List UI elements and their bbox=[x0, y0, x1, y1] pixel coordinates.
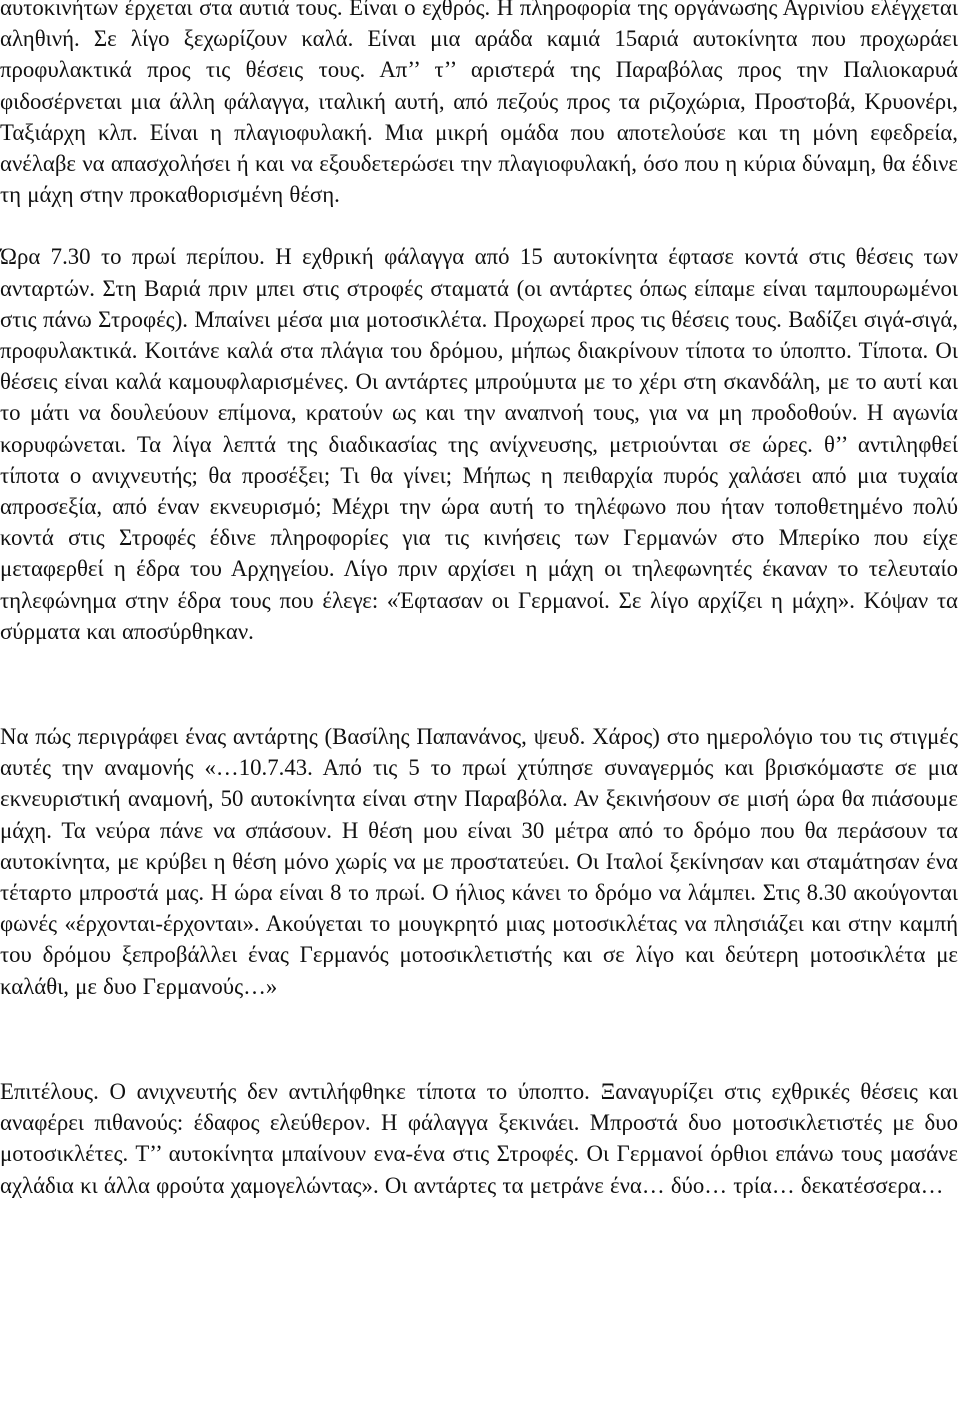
paragraph-2: Ώρα 7.30 το πρωί περίπου. Η εχθρική φάλαγγα από 15 αυτοκίνητα έφτασε κοντά στις θέσεις των ανταρτών. Στη Βαριά πριν μπει στις στροφές σταματά (οι αντάρτες όπως είπαμε είναι ταμπουρωμένοι στις πάνω Στροφές). Μπαίνει μέσα μια μοτοσικλέτα. Προχωρεί προς τις θέσεις τους. Βαδίζει σιγά-σιγά, προφυλακτικά. Κοιτάνε καλά στα πλάγια του δρόμου, μήπως διακρίνουν τίποτα το ύποπτο. Τίποτα. Οι θέσεις είναι καλά καμουφλαρισμένες. Οι αντάρτες μπρούμυτα με το χέρι στη σκανδάλη, με το αυτί και το μάτι να δουλεύουν επίμονα, κρατούν ως και την αναπνοή τους, για να μη προδοθούν. Η αγωνία κορυφώνεται. Τα λίγα λεπτά της διαδικασίας της ανίχνευσης, μετριούνται σε ώρες. θ’’ αντιληφθεί τίποτα ο ανιχνευτής; θα προσέξει; Τι θα γίνει; Μήπως η πειθαρχία πυρός χαλάσει από μια τυχαία απροσεξία, από έναν εκνευρισμό; Μέχρι την ώρα αυτή το τηλέφωνο που ήταν τοποθετημένο πολύ κοντά στις Στροφές έδινε πληροφορίες για τις κινήσεις των Γερμανών στο Μπερίκο που είχε μεταφερθεί η έδρα του Αρχηγείου. Λίγο πριν αρχίσει η μάχη οι τηλεφωνητές έκαναν το τελευταίο τηλεφώνημα στην έδρα τους που έλεγε: «Έφτασαν οι Γερμανοί. Σε λίγο αρχίζει η μάχη». Κόψαν τα σύρματα και αποσύρθηκαν. bbox=[0, 244, 958, 644]
paragraph-spacer bbox=[0, 210, 958, 241]
paragraph-spacer bbox=[0, 647, 958, 721]
paragraph-3: Να πώς περιγράφει ένας αντάρτης (Βασίλης Παπανάνος, ψευδ. Χάρος) στο ημερολόγιο του τις στιγμές αυτές την αναμονής «…10.7.43. Από τις 5 το πρωί χτύπησε συναγερμός και βρισκόμαστε σε μια εκνευριστική αναμονή, 50 αυτοκίνητα είναι στην Παραβόλα. Αν ξεκινήσουν σε μισή ώρα θα πιάσουμε μάχη. Τα νεύρα πάνε να σπάσουν. Η θέση μου είναι 30 μέτρα από το δρόμο που θα περάσουν τα αυτοκίνητα, με κρύβει η θέση μόνο χωρίς να με προστατεύει. Οι Ιταλοί ξεκίνησαν και σταμάτησαν ένα τέταρτο μπροστά μας. Η ώρα είναι 8 το πρωί. Ο ήλιος κάνει το δρόμο να λάμπει. Στις 8.30 ακούγονται φωνές «έρχονται-έρχονται». Ακούγεται το μουγκρητό μιας μοτοσικλέτας να πλησιάζει και στην καμπή του δρόμου ξεπροβάλλει ένας Γερμανός μοτοσικλετιστής και σε λίγο και δεύτερη μοτοσικλέτα με καλάθι, με δυο Γερμανούς…» bbox=[0, 724, 958, 999]
paragraph-spacer bbox=[0, 1002, 958, 1076]
paragraph-1: αυτοκινήτων έρχεται στα αυτιά τους. Είναι ο εχθρός. Η πληροφορία της οργάνωσης Αγρινίου ελέγχεται αληθινή. Σε λίγο ξεχωρίζουν καλά. Είναι μια αράδα καμιά 15αριά αυτοκίνητα που προχωράει προφυλακτικά προς τις θέσεις τους. Απ’’ τ’’ αριστερά της Παραβόλας προς την Παλιοκαρυά φιδοσέρνεται μια άλλη φάλαγγα, ιταλική αυτή, από πεζούς προς τα ριζοχώρια, Προστοβά, Κρυονέρι, Ταξιάρχη κλπ. Είναι η πλαγιοφυλακή. Μια μικρή ομάδα που αποτελούσε και τη μόνη εφεδρεία, ανέλαβε να απασχολήσει ή και να εξουδετερώσει την πλαγιοφυλακή, όσο που η κύρια δύναμη, θα έδινε τη μάχη στην προκαθορισμένη θέση. bbox=[0, 0, 958, 208]
paragraph-4: Επιτέλους. Ο ανιχνευτής δεν αντιλήφθηκε τίποτα το ύποπτο. Ξαναγυρίζει στις εχθρικές θέσεις και αναφέρει πιθανούς: έδαφος ελεύθερον. Η φάλαγγα ξεκινάει. Μπροστά δυο μοτοσικλετιστές με δυο μοτοσικλέτες. Τ’’ αυτοκίνητα μπαίνουν ενα-ένα στις Στροφές. Οι Γερμανοί όρθιοι επάνω τους μασάνε αχλάδια κι άλλα φρούτα χαμογελώντας». Οι αντάρτες τα μετράνε ένα… δύο… τρία… δεκατέσσερα… bbox=[0, 1078, 958, 1198]
